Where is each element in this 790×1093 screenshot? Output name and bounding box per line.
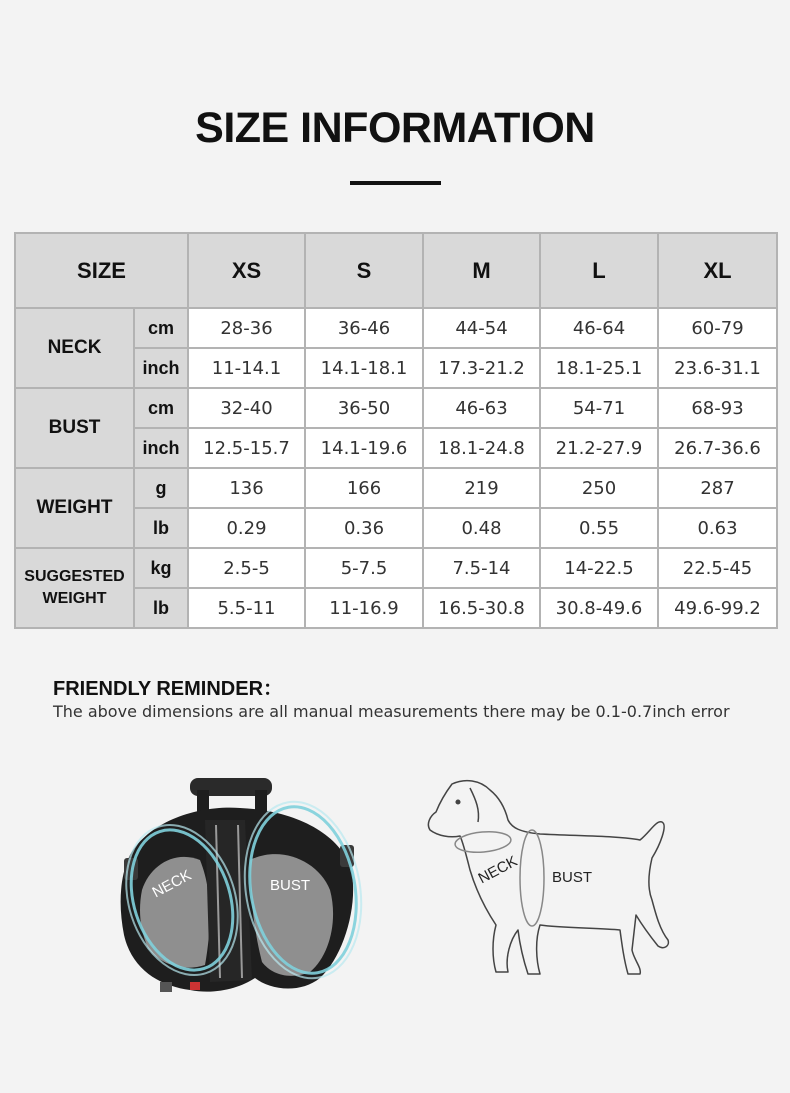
table-cell: 54-71 [540, 388, 658, 428]
table-cell: 21.2-27.9 [540, 428, 658, 468]
table-cell: 11-16.9 [305, 588, 423, 628]
harness-bust-label: BUST [269, 877, 311, 894]
table-cell: 68-93 [658, 388, 777, 428]
size-header-s: S [305, 233, 423, 308]
table-cell: 0.63 [658, 508, 777, 548]
size-header-l: L [540, 233, 658, 308]
table-cell: 26.7-36.6 [658, 428, 777, 468]
table-cell: 287 [658, 468, 777, 508]
harness-illustration [108, 778, 375, 992]
table-cell: 0.55 [540, 508, 658, 548]
group-label-weight: WEIGHT [15, 468, 134, 548]
table-cell: 32-40 [188, 388, 305, 428]
table-cell: 14.1-19.6 [305, 428, 423, 468]
table-cell: 16.5-30.8 [423, 588, 540, 628]
table-cell: 46-64 [540, 308, 658, 348]
table-cell: 0.36 [305, 508, 423, 548]
table-cell: 28-36 [188, 308, 305, 348]
table-cell: 17.3-21.2 [423, 348, 540, 388]
unit-label: inch [134, 348, 188, 388]
group-label-neck: NECK [15, 308, 134, 388]
harness-neck-label: NECK [149, 866, 195, 902]
table-cell: 5-7.5 [305, 548, 423, 588]
table-cell: 0.29 [188, 508, 305, 548]
dog-outline [428, 781, 668, 974]
size-header-m: M [423, 233, 540, 308]
dog-illustration [428, 781, 668, 974]
group-label-suggested-weight [15, 548, 134, 628]
harness-center-strap [205, 820, 252, 982]
table-cell: 44-54 [423, 308, 540, 348]
dog-bust-measure [520, 830, 544, 926]
unit-label: g [134, 468, 188, 508]
table-cell: 49.6-99.2 [658, 588, 777, 628]
measurement-figures [0, 750, 790, 1050]
unit-label: kg [134, 548, 188, 588]
table-cell: 0.48 [423, 508, 540, 548]
table-cell: 36-46 [305, 308, 423, 348]
size-table [14, 232, 778, 629]
table-row [15, 388, 777, 428]
table-cell: 7.5-14 [423, 548, 540, 588]
table-cell: 18.1-24.8 [423, 428, 540, 468]
table-cell: 30.8-49.6 [540, 588, 658, 628]
unit-label: cm [134, 308, 188, 348]
dog-eye [456, 800, 460, 804]
table-cell: 36-50 [305, 388, 423, 428]
table-cell: 46-63 [423, 388, 540, 428]
group-label-line: SUGGESTED [24, 568, 125, 585]
table-cell: 250 [540, 468, 658, 508]
table-cell: 11-14.1 [188, 348, 305, 388]
table-cell: 14-22.5 [540, 548, 658, 588]
size-header-xl: XL [658, 233, 777, 308]
dog-ear [470, 788, 479, 822]
table-cell: 22.5-45 [658, 548, 777, 588]
table-row [15, 548, 777, 588]
table-cell: 23.6-31.1 [658, 348, 777, 388]
unit-label: inch [134, 428, 188, 468]
title-underline [350, 181, 441, 185]
table-cell: 18.1-25.1 [540, 348, 658, 388]
table-cell: 5.5-11 [188, 588, 305, 628]
page-title: SIZE INFORMATION [195, 104, 595, 152]
reminder-text: The above dimensions are all manual measurements there may be 0.1-0.7inch error [53, 702, 730, 721]
table-cell: 14.1-18.1 [305, 348, 423, 388]
table-cell: 166 [305, 468, 423, 508]
dog-neck-label: NECK [475, 852, 521, 888]
size-header-label: SIZE [15, 233, 188, 308]
unit-label: lb [134, 508, 188, 548]
table-cell: 219 [423, 468, 540, 508]
table-cell: 12.5-15.7 [188, 428, 305, 468]
size-header-xs: XS [188, 233, 305, 308]
table-row [15, 468, 777, 508]
table-cell: 136 [188, 468, 305, 508]
table-row [15, 308, 777, 348]
dog-bust-label: BUST [551, 869, 593, 886]
group-label-line: WEIGHT [42, 590, 107, 607]
unit-label: cm [134, 388, 188, 428]
unit-label: lb [134, 588, 188, 628]
table-cell: 2.5-5 [188, 548, 305, 588]
reminder-title: FRIENDLY REMINDER： [53, 678, 284, 700]
group-label-bust: BUST [15, 388, 134, 468]
table-cell: 60-79 [658, 308, 777, 348]
table-header-row [15, 233, 777, 308]
